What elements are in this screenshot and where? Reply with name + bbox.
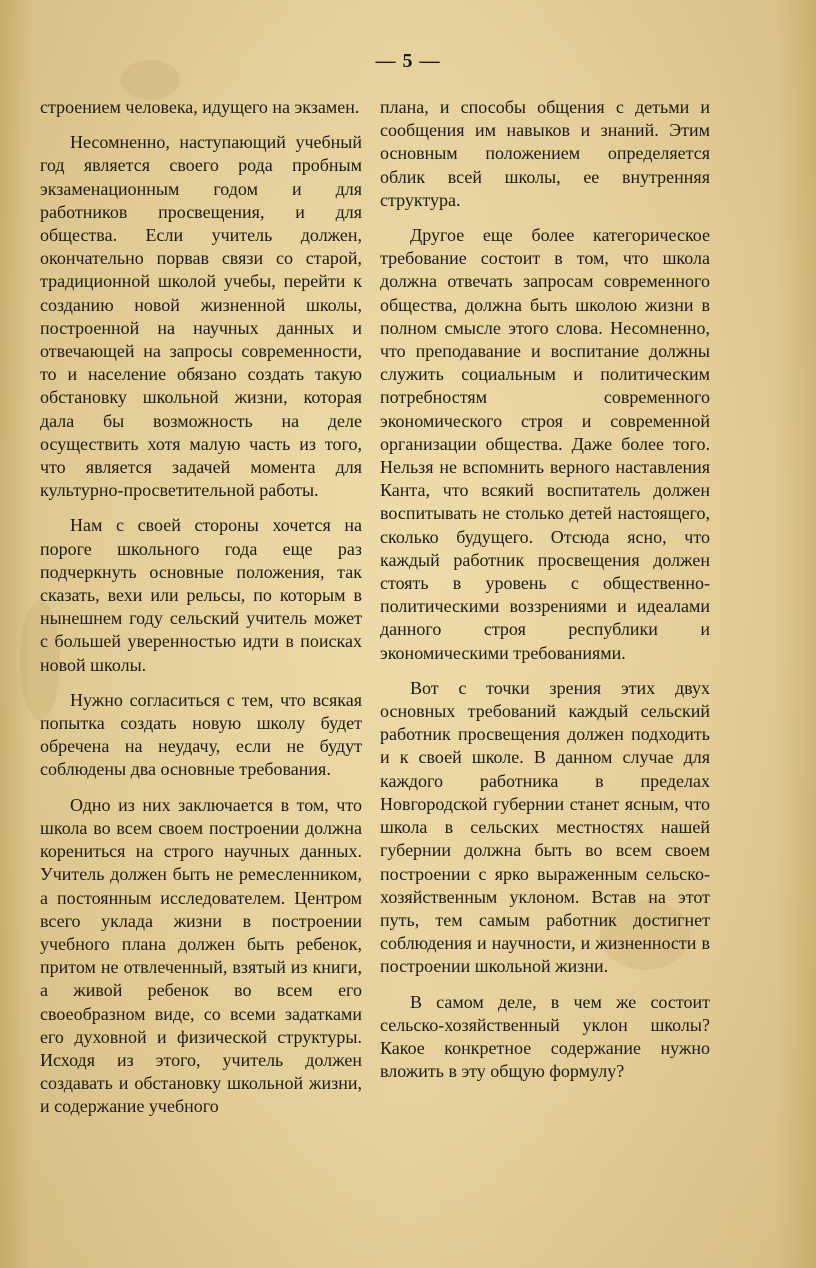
paragraph: Несомненно, наступающий учебный год является своего рода пробным экзаменационным годом и для работников просвещения, и для общества. Если учитель должен, окончательно порвав связи со старой, традиционной школой учебы, перейти к созданию новой жизненной школы, построенной на научных данных и отвечающей на запросы современности, то и население обязано создать такую обстановку школьной жизни, которая дала бы возможность на деле осуществить хотя малую часть из того, что является задачей момента для культурно-просветительной работы. — [40, 132, 362, 501]
paragraph: В самом деле, в чем же состоит сельско-хозяйственный уклон школы? Какое конкретное содержание нужно вложить в эту общую формулу? — [380, 991, 710, 1082]
paragraph: Вот с точки зрения этих двух основных требований каждый сельский работник просвещения должен подходить и к своей школе. В данном случае для каждого работника в пределах Новгородской губернии станет ясным, что школа в сельских местностях нашей губернии должна быть во всем своем построении с ярко выраженным сельско-хозяйственным уклоном. Встав на этот путь, тем самым работник достигнет соблюдения и научности, и жизненности в построении школьной жизни. — [380, 677, 710, 977]
paragraph: Одно из них заключается в том, что школа во всем своем построении должна корениться на строго научных данных. Учитель должен быть не ремесленником, а постоянным исследователем. Центром всего уклада жизни в построении учебного плана должен быть ребенок, притом не отвлеченный, взятый из книги, а живой ребенок во всем его своеобразном виде, со всеми задатками его духовной и физической структуры. Исходя из этого, учитель должен создавать и обстановку школьной жизни, и содержание учебного — [40, 794, 362, 1117]
page-number: — 5 — — [375, 50, 441, 72]
paragraph: Нам с своей стороны хочется на пороге школьного года еще раз подчеркнуть основные положения, так сказать, вехи или рельсы, по которым в нынешнем году сельский учитель может с большей уверенностью идти в поисках новой школы. — [40, 515, 362, 675]
paragraph: Нужно согласиться с тем, что всякая попытка создать новую школу будет обречена на неудачу, если не будут соблюдены два основные требования. — [40, 689, 362, 780]
right-text-column — [380, 96, 710, 1095]
paragraph: Другое еще более категорическое требование состоит в том, что школа должна отвечать запросам современного общества, должна быть школою жизни в полном смысле этого слова. Несомненно, что преподавание и воспитание должны служить социальным и политическим потребностям современного экономического строя и современной организации общества. Даже более того. Нельзя не вспомнить верного наставления Канта, что всякий воспитатель должен воспитывать не столько детей настоящего, сколько будущего. Отсюда ясно, что каждый работник просвещения должен стоять в уровень с общественно-политическими воззрениями и идеалами данного строя республики и экономическими требованиями. — [380, 225, 710, 663]
left-text-column — [40, 96, 362, 1131]
paragraph: плана, и способы общения с детьми и сообщения им навыков и знаний. Этим основным положением определяется облик всей школы, ее внутренняя структура. — [380, 97, 710, 210]
paragraph: строением человека, идущего на экзамен. — [40, 97, 360, 117]
